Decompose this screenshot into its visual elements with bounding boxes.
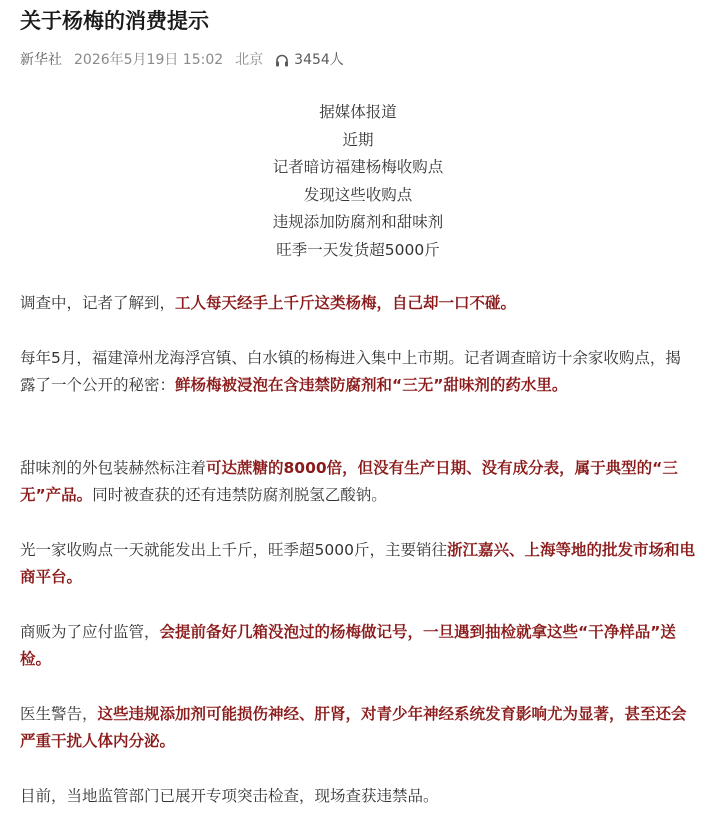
paragraph-text: 商贩为了应付监管， — [20, 623, 160, 641]
intro-line: 旺季一天发货超5000斤 — [276, 240, 440, 259]
paragraph-text: 目前，当地监管部门已展开专项突击检查，现场查获违禁品。 — [20, 787, 439, 805]
highlighted-text: 可达蔗糖的8000倍，但没有生产日期、没有成分表，属于典型的“三无”产品。 — [20, 459, 678, 504]
listen-count-value: 3454人 — [294, 52, 344, 68]
paragraph-text: 调查中，记者了解到， — [20, 294, 176, 312]
article-datetime: 2026年5月19日 15:02 — [74, 52, 224, 68]
headphones-icon — [275, 54, 289, 67]
paragraph-text: 光一家收购点一天就能发出上千斤，旺季超5000斤，主要销往 — [20, 541, 447, 559]
article-paragraph — [20, 290, 696, 317]
intro-line: 近期 — [342, 130, 374, 149]
paragraph-text: 同时被查获的还有违禁防腐剂脱氢乙酸钠。 — [92, 486, 387, 504]
article-paragraph — [20, 783, 696, 810]
article-intro — [20, 99, 696, 264]
article-paragraph — [20, 455, 696, 509]
intro-line: 发现这些收购点 — [303, 185, 413, 204]
highlighted-text: 浙江嘉兴、上海等地的批发市场和电商平台。 — [20, 541, 695, 586]
article-source[interactable]: 新华社 — [20, 52, 62, 68]
article-title: 关于杨梅的消费提示 — [20, 9, 209, 33]
paragraph-text: 每年5月，福建漳州龙海浮宫镇、白水镇的杨梅进入集中上市期。记者调查暗访十余家收购点，揭露了一个公开的秘密： — [20, 349, 681, 394]
paragraph-text: 甜味剂的外包装赫然标注着 — [20, 459, 207, 477]
article-paragraph — [20, 619, 696, 673]
intro-line: 据媒体报道 — [319, 103, 397, 121]
article-paragraph — [20, 701, 696, 755]
paragraph-text: 医生警告， — [20, 705, 98, 723]
highlighted-text: 会提前备好几箱没泡过的杨梅做记号，一旦遇到抽检就拿这些“干净样品”送检。 — [20, 623, 676, 668]
intro-line: 违规添加防腐剂和甜味剂 — [272, 213, 444, 231]
article-paragraph — [20, 345, 696, 399]
intro-line: 记者暗访福建杨梅收购点 — [272, 158, 444, 176]
article-paragraph — [20, 537, 696, 591]
highlighted-text: 鲜杨梅被浸泡在含违禁防腐剂和“三无”甜味剂的药水里。 — [175, 376, 568, 394]
highlighted-text: 这些违规添加剂可能损伤神经、肝肾，对青少年神经系统发育影响尤为显著，甚至还会严重干扰人体内分泌。 — [20, 705, 687, 750]
article-location: 北京 — [235, 52, 264, 68]
article-meta — [20, 51, 696, 69]
listen-count[interactable] — [275, 51, 344, 69]
highlighted-text: 工人每天经手上千斤这类杨梅，自己却一口不碰。 — [175, 294, 517, 312]
